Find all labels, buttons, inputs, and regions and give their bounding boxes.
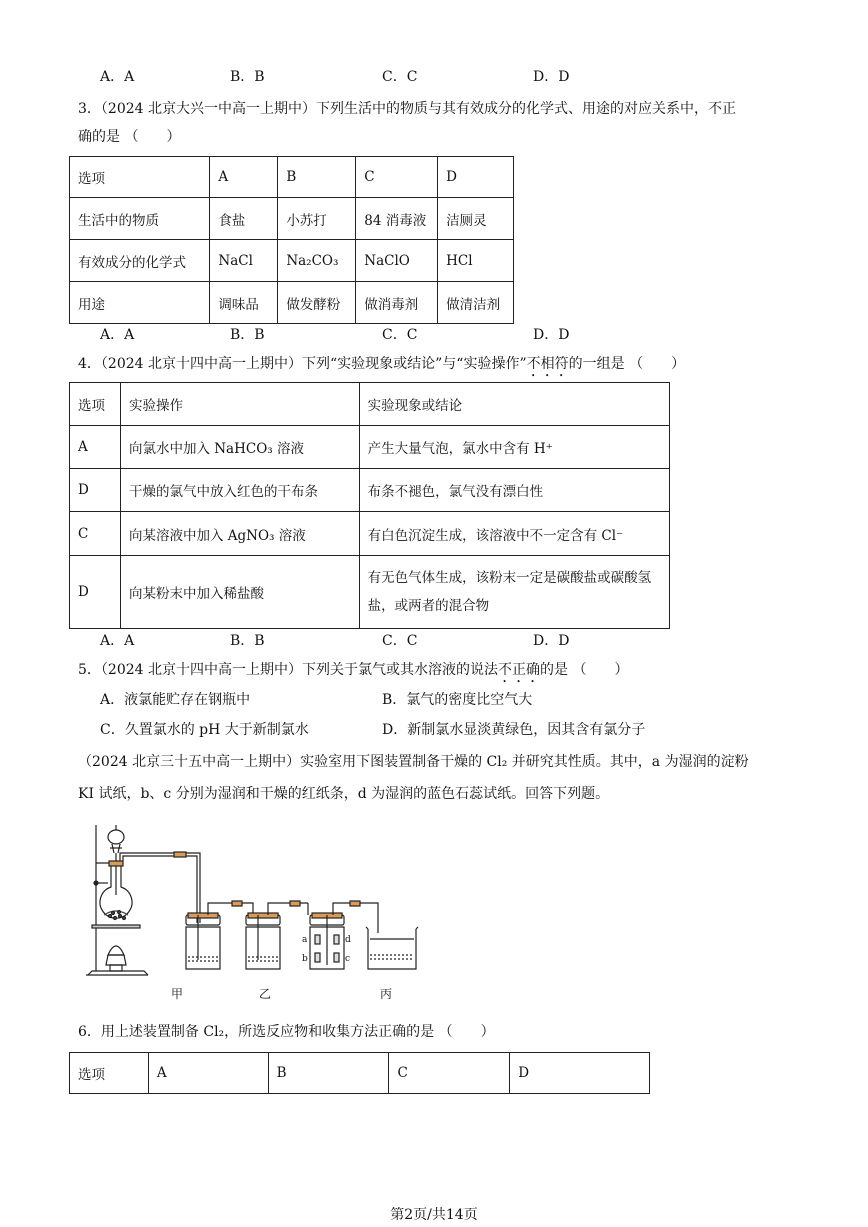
q6-cell: B — [268, 1053, 389, 1094]
page-footer: 第2页/共14页 — [390, 1207, 478, 1223]
figure-label-bing: 丙 — [380, 987, 393, 1001]
q3-cell: 做消毒剂 — [356, 282, 438, 324]
q6-table — [69, 1052, 650, 1094]
q4-cell: 实验现象或结论 — [359, 383, 669, 426]
q3-stem-line2: 确的是 （ ） — [78, 129, 181, 145]
q5-option-d: D．新制氯水显淡黄绿色，因其含有氯分子 — [382, 722, 646, 738]
q3-cell: Na₂CO₃ — [278, 240, 356, 282]
q4-options — [100, 631, 800, 651]
q3-cell: 小苏打 — [278, 198, 356, 240]
q5-stem — [78, 660, 628, 686]
q2-option-a: A．A — [100, 69, 135, 85]
q4-cell: 向某粉末中加入稀盐酸 — [120, 556, 359, 629]
q3-cell: 洁厕灵 — [438, 198, 514, 240]
q4-stem-prefix: 4．（2024 北京十四中高一上期中）下列“实验现象或结论”与“实验操作” — [78, 356, 527, 372]
intro-line1: （2024 北京三十五中高一上期中）实验室用下图装置制备干燥的 Cl₂ 并研究其性质。其中，a 为湿润的淀粉 — [78, 754, 749, 770]
q3-cell: A — [210, 157, 278, 198]
q3-cell: HCl — [438, 240, 514, 282]
q5-option-b: B．氯气的密度比空气大 — [382, 692, 533, 708]
q3-option-a: A．A — [100, 327, 135, 343]
q5-stem-emphasis: 不正确 — [498, 662, 540, 678]
q3-cell: NaCl — [210, 240, 278, 282]
q5-options — [100, 690, 800, 740]
q4-cell: 实验操作 — [120, 383, 359, 426]
q4-cell: 有无色气体生成，该粉末一定是碳酸盐或碳酸氢盐，或两者的混合物 — [359, 556, 669, 629]
q2-option-b: B．B — [230, 69, 265, 85]
paper-label-d: d — [345, 935, 351, 945]
q6-cell: C — [389, 1053, 510, 1094]
q5-stem-suffix: 的是 （ ） — [540, 662, 629, 678]
q6-stem: 6．用上述装置制备 Cl₂，所选反应物和收集方法正确的是 （ ） — [78, 1024, 495, 1040]
q5-stem-prefix: 5．（2024 北京十四中高一上期中）下列关于氯气或其水溶液的说法 — [78, 662, 498, 678]
intro-line2: KI 试纸，b、c 分别为湿润和干燥的红纸条，d 为湿润的蓝色石蕊试纸。回答下列题。 — [78, 786, 610, 802]
q2-option-c: C．C — [382, 69, 418, 85]
q3-cell: 做发酵粉 — [278, 282, 356, 324]
q4-cell: C — [70, 512, 121, 556]
paper-label-a: a — [302, 935, 308, 945]
q4-cell: D — [70, 469, 121, 512]
q4-option-c: C．C — [382, 633, 418, 649]
q4-stem-emphasis: 不相符 — [526, 356, 569, 372]
q4-cell: 产生大量气泡，氯水中含有 H⁺ — [359, 426, 669, 469]
q5-option-a: A．液氯能贮存在钢瓶中 — [100, 692, 251, 708]
q4-stem — [78, 354, 685, 380]
q6-cell: A — [148, 1053, 268, 1094]
q3-cell: B — [278, 157, 356, 198]
q4-cell: 有白色沉淀生成，该溶液中不一定含有 Cl⁻ — [359, 512, 669, 556]
q4-cell: 干燥的氯气中放入红色的干布条 — [120, 469, 359, 512]
q3-option-c: C．C — [382, 327, 418, 343]
q2-option-d: D．D — [533, 69, 570, 85]
q3-cell: 生活中的物质 — [70, 198, 210, 240]
q4-cell: 选项 — [70, 383, 121, 426]
q4-option-b: B．B — [230, 633, 265, 649]
q4-cell: 布条不褪色，氯气没有漂白性 — [359, 469, 669, 512]
q6-cell: D — [510, 1053, 650, 1094]
q4-table — [69, 382, 670, 629]
q5-option-c: C．久置氯水的 pH 大于新制氯水 — [100, 722, 309, 738]
q4-cell: 向某溶液中加入 AgNO₃ 溶液 — [120, 512, 359, 556]
q4-cell: D — [70, 556, 121, 629]
q4-option-a: A．A — [100, 633, 135, 649]
q6-cell: 选项 — [70, 1053, 149, 1094]
figure-label-jia: 甲 — [171, 987, 184, 1001]
apparatus-figure — [78, 815, 438, 1005]
q2-options — [100, 67, 800, 87]
q3-cell: C — [356, 157, 438, 198]
q3-cell: NaClO — [356, 240, 438, 282]
q3-cell: 调味品 — [210, 282, 278, 324]
q4-option-d: D．D — [533, 633, 570, 649]
q3-table — [69, 156, 514, 324]
q3-cell: 选项 — [70, 157, 210, 198]
figure-label-yi: 乙 — [259, 987, 272, 1001]
q3-cell: 有效成分的化学式 — [70, 240, 210, 282]
paper-label-b: b — [302, 954, 308, 964]
q3-cell: 用途 — [70, 282, 210, 324]
q3-option-b: B．B — [230, 327, 265, 343]
q3-cell: 84 消毒液 — [356, 198, 438, 240]
q3-cell: 做清洁剂 — [438, 282, 514, 324]
q4-cell: A — [70, 426, 121, 469]
q3-options — [100, 325, 800, 345]
q4-cell: 向氯水中加入 NaHCO₃ 溶液 — [120, 426, 359, 469]
q3-cell: D — [438, 157, 514, 198]
paper-label-c: c — [345, 954, 351, 964]
q3-stem-line1: 3．（2024 北京大兴一中高一上期中）下列生活中的物质与其有效成分的化学式、用途的对应关系中，不正 — [78, 101, 736, 117]
q3-option-d: D．D — [533, 327, 570, 343]
q3-cell: 食盐 — [210, 198, 278, 240]
q4-stem-suffix: 的一组是 （ ） — [568, 356, 686, 372]
